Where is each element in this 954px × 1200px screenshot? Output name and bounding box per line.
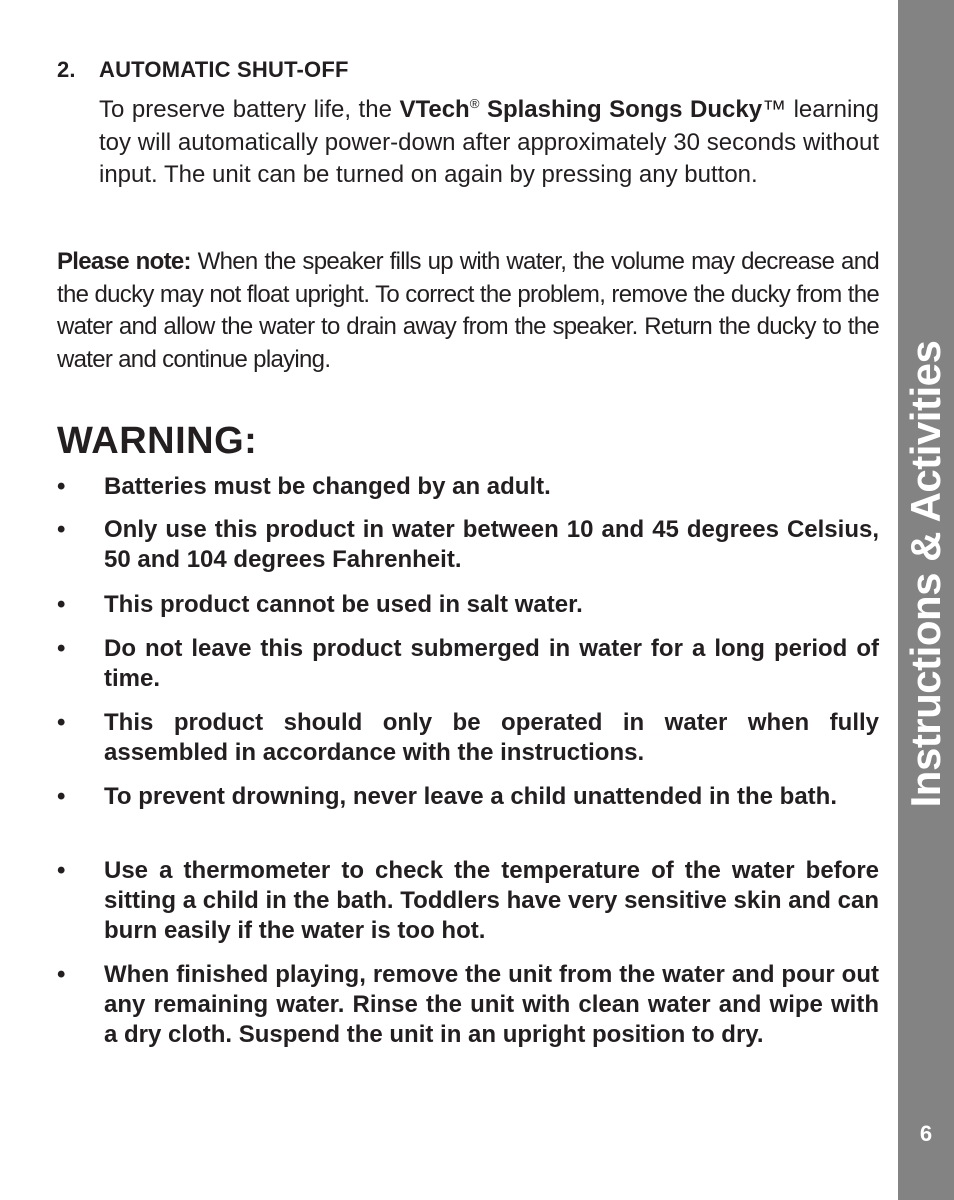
bullet: • bbox=[57, 473, 66, 500]
bullet: • bbox=[57, 857, 66, 884]
page-content bbox=[57, 0, 879, 1200]
warning-text: Do not leave this product submerged in water for a long period of time. bbox=[104, 635, 879, 692]
note-text: When the speaker fills up with water, the volume may decrease and the ducky may not float upright. To correct the problem, remove the ducky from the water and allow the water to drain away from the speaker. Return the ducky to the water and continue playing. bbox=[57, 248, 879, 373]
warning-text: When finished playing, remove the unit from the water and pour out any remaining water. Rinse the unit with clean water and wipe with a dry cloth. Suspend the unit in an upright position to dry. bbox=[104, 961, 879, 1048]
warning-title: WARNING: bbox=[57, 420, 258, 462]
note-label: Please note: bbox=[57, 248, 191, 275]
body-text-start: To preserve battery life, the bbox=[99, 96, 400, 123]
warning-text: This product should only be operated in water when fully assembled in accordance with the instructions. bbox=[104, 709, 879, 766]
bullet: • bbox=[57, 516, 66, 543]
trademark-symbol: ™ bbox=[762, 96, 787, 123]
bullet: • bbox=[57, 783, 66, 810]
body-text-end: learning toy will automatically power-down after approximately 30 seconds without input. The unit can be turned on again by pressing any button. bbox=[99, 96, 879, 188]
warning-text: This product cannot be used in salt water. bbox=[104, 591, 583, 618]
bullet: • bbox=[57, 709, 66, 736]
warning-item bbox=[57, 782, 879, 812]
page-number: 6 bbox=[919, 1121, 933, 1146]
warning-item bbox=[57, 634, 879, 694]
bullet: • bbox=[57, 635, 66, 662]
warning-item bbox=[57, 472, 879, 502]
section-number: 2. bbox=[57, 57, 76, 82]
section-heading bbox=[57, 57, 349, 83]
warning-text: Only use this product in water between 10 and 45 degrees Celsius, 50 and 104 degrees Fahrenheit. bbox=[104, 516, 879, 573]
warning-item bbox=[57, 590, 879, 620]
warning-item bbox=[57, 856, 879, 946]
section-title: AUTOMATIC SHUT-OFF bbox=[99, 57, 349, 82]
section-body bbox=[99, 94, 879, 192]
warning-text: Batteries must be changed by an adult. bbox=[104, 473, 551, 500]
registered-mark: ® bbox=[469, 96, 480, 111]
warning-item bbox=[57, 708, 879, 768]
warning-text: To prevent drowning, never leave a child unattended in the bath. bbox=[104, 783, 837, 810]
bullet: • bbox=[57, 591, 66, 618]
warning-item bbox=[57, 515, 879, 575]
warning-text: Use a thermometer to check the temperature of the water before sitting a child in the bath. Toddlers have very sensitive skin and can burn easily if the water is too hot. bbox=[104, 857, 879, 944]
product-name: Splashing Songs Ducky bbox=[479, 96, 763, 123]
product-brand: VTech bbox=[399, 96, 470, 123]
sidebar-title: Instructions & Activities bbox=[902, 340, 949, 808]
warning-item bbox=[57, 960, 879, 1050]
section-sidebar bbox=[898, 0, 954, 1200]
please-note bbox=[57, 246, 879, 376]
bullet: • bbox=[57, 961, 66, 988]
